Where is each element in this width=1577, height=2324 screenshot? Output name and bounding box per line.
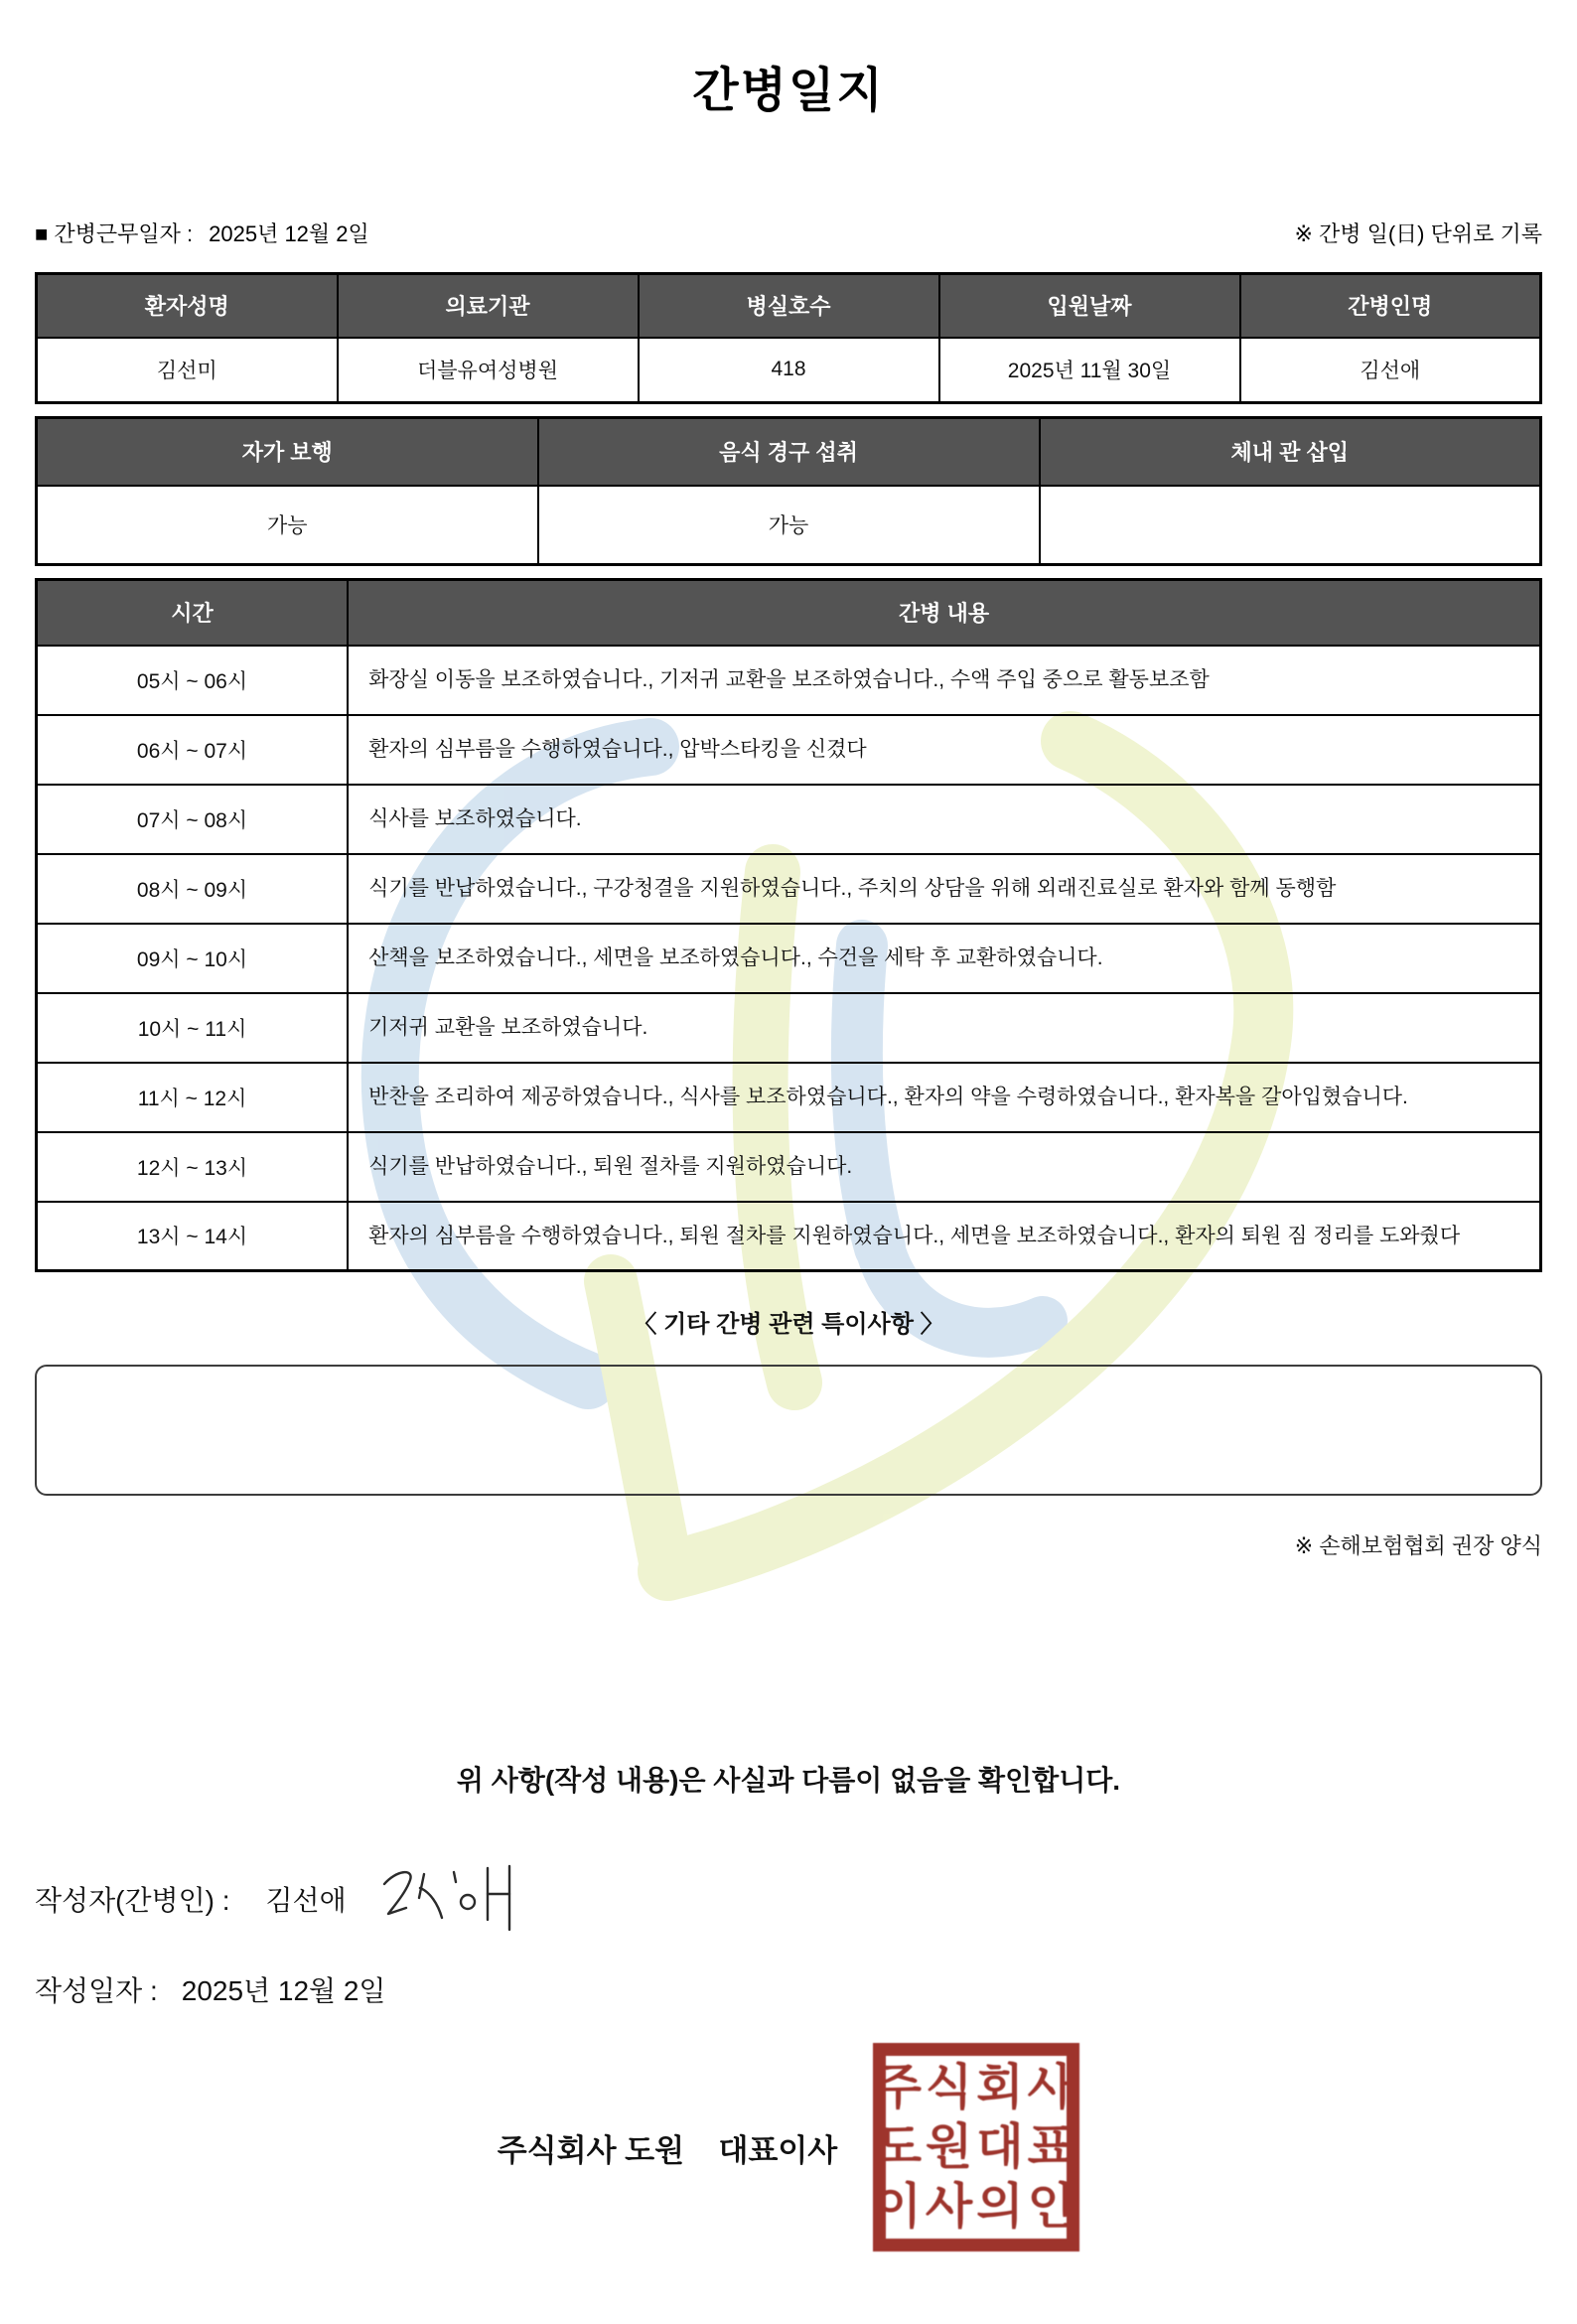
col-header-care-content: 간병 내용 (348, 580, 1540, 646)
col-header-room: 병실호수 (639, 274, 939, 338)
stamp-text-line: 이사의인 (874, 2180, 1078, 2234)
write-date-label: 작성일자 : (35, 1975, 158, 2006)
writer-label: 작성자(간병인) : (35, 1885, 230, 1916)
care-time: 05시 ~ 06시 (37, 646, 349, 715)
stamp-text-line: 도원대표 (874, 2120, 1078, 2174)
col-header-caregiver-name: 간병인명 (1240, 274, 1541, 338)
write-date-value: 2025년 12월 2일 (181, 1975, 386, 2006)
care-time: 13시 ~ 14시 (37, 1202, 349, 1271)
company-ceo-text: 주식회사 도원 대표이사 (497, 2132, 838, 2168)
care-row (37, 854, 1541, 924)
care-time: 07시 ~ 08시 (37, 785, 349, 854)
care-row (37, 993, 1541, 1063)
care-content: 식사를 보조하였습니다. (348, 785, 1540, 854)
care-content: 환자의 심부름을 수행하였습니다., 퇴원 절차를 지원하였습니다., 세면을 보조하였습니다., 환자의 퇴원 짐 정리를 도와줬다 (348, 1202, 1540, 1271)
caregiver-name-value: 김선애 (1240, 338, 1541, 403)
status-value-row (37, 486, 1541, 565)
care-content: 화장실 이동을 보조하였습니다., 기저귀 교환을 보조하였습니다., 수액 주입 중으로 활동보조함 (348, 646, 1540, 715)
patient-name-value: 김선미 (37, 338, 338, 403)
work-date-line (35, 218, 369, 248)
status-table (35, 416, 1542, 566)
handwritten-signature (376, 1860, 525, 1938)
col-header-self-walking: 자가 보행 (37, 418, 538, 486)
care-row (37, 646, 1541, 715)
unit-note: ※ 간병 일(日) 단위로 기록 (1294, 221, 1542, 246)
care-time: 12시 ~ 13시 (37, 1132, 349, 1202)
care-row (37, 1202, 1541, 1271)
care-content: 식기를 반납하였습니다., 구강청결을 지원하였습니다., 주치의 상담을 위해 외래진료실로 환자와 함께 동행함 (348, 854, 1540, 924)
hospital-value: 더블유여성병원 (338, 338, 639, 403)
company-line (35, 2043, 1542, 2251)
care-content: 기저귀 교환을 보조하였습니다. (348, 993, 1540, 1063)
col-header-hospital: 의료기관 (338, 274, 639, 338)
care-header-row (37, 580, 1541, 646)
care-row (37, 1063, 1541, 1132)
care-time: 06시 ~ 07시 (37, 715, 349, 785)
care-time: 11시 ~ 12시 (37, 1063, 349, 1132)
care-row (37, 924, 1541, 993)
writer-name: 김선애 (265, 1885, 347, 1916)
patient-info-table (35, 272, 1542, 404)
tube-insertion-value (1040, 486, 1541, 565)
work-date-value: 2025년 12월 2일 (209, 221, 369, 246)
confirmation-statement: 위 사항(작성 내용)은 사실과 다름이 없음을 확인합니다. (456, 1765, 1121, 1796)
room-value: 418 (639, 338, 939, 403)
meta-row (35, 218, 1542, 248)
form-recommendation-note: ※ 손해보험협회 권장 양식 (1294, 1533, 1542, 1558)
patient-header-row (37, 274, 1541, 338)
oral-intake-value: 가능 (538, 486, 1040, 565)
col-header-admission-date: 입원날짜 (939, 274, 1240, 338)
care-time: 08시 ~ 09시 (37, 854, 349, 924)
writer-line (35, 1860, 1542, 1938)
col-header-time: 시간 (37, 580, 349, 646)
status-header-row (37, 418, 1541, 486)
stamp-text-line: 주식회사 (874, 2061, 1078, 2114)
care-row (37, 1132, 1541, 1202)
col-header-patient-name: 환자성명 (37, 274, 338, 338)
special-notes-box (35, 1365, 1542, 1496)
write-date-line (35, 1969, 1542, 2009)
self-walking-value: 가능 (37, 486, 538, 565)
care-content: 식기를 반납하였습니다., 퇴원 절차를 지원하였습니다. (348, 1132, 1540, 1202)
page-title: 간병일지 (692, 65, 885, 117)
corporate-seal-stamp (873, 2043, 1079, 2251)
care-content: 산책을 보조하였습니다., 세면을 보조하였습니다., 수건을 세탁 후 교환하였습니다. (348, 924, 1540, 993)
work-date-label: ■ 간병근무일자 : (35, 221, 194, 246)
col-header-oral-intake: 음식 경구 섭취 (538, 418, 1040, 486)
care-content: 환자의 심부름을 수행하였습니다., 압박스타킹을 신겼다 (348, 715, 1540, 785)
admission-date-value: 2025년 11월 30일 (939, 338, 1240, 403)
care-row (37, 785, 1541, 854)
special-notes-title: 〈 기타 간병 관련 특이사항 〉 (633, 1311, 944, 1338)
col-header-tube-insertion: 체내 관 삽입 (1040, 418, 1541, 486)
care-row (37, 715, 1541, 785)
care-log-table (35, 578, 1542, 1272)
patient-value-row (37, 338, 1541, 403)
care-time: 09시 ~ 10시 (37, 924, 349, 993)
care-time: 10시 ~ 11시 (37, 993, 349, 1063)
care-content: 반찬을 조리하여 제공하였습니다., 식사를 보조하였습니다., 환자의 약을 수령하였습니다., 환자복을 갈아입혔습니다. (348, 1063, 1540, 1132)
